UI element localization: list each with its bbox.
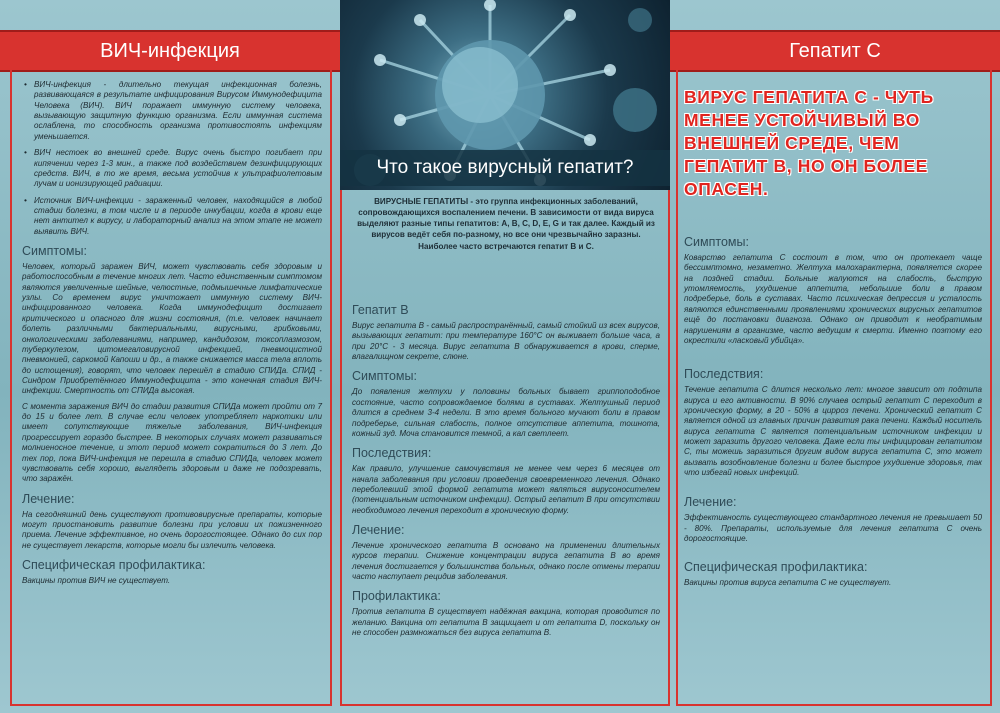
left-treatment-heading: Лечение: (22, 491, 75, 506)
hepb-text: Вирус гепатита В - самый распространённый, самый стойкий из всех вирусов, вызывающих гепатит: при температуре 160°С он выживает больше часа, а при 20°С - 3 месяца. Вирус гепатита В обнаруживается в крови, сперме, влагалищном секрете, слюне. (352, 321, 660, 362)
middle-intro: ВИРУСНЫЕ ГЕПАТИТЫ - это группа инфекционных заболеваний, сопровождающихся воспалением печени. В зависимости от вида вируса выделяют разные типы гепатитов: A, B, C, D, E, G и так далее. Каждый из вирусов ведёт себя по-разному, но все они чрезвычайно заразны. Наиболее часто встречаются гепатит В и С. (357, 197, 655, 251)
left-treatment-text: На сегодняшний день существуют противовирусные препараты, которые могут приостановить развитие болезни при условии их пожизненного приема. Лечение эффективное, но очень дорогостоящее. Однако до сих пор не существует лекарств, которые могли бы излечить человека. (22, 509, 322, 550)
left-prevention-heading: Специфическая профилактика: (22, 558, 206, 573)
middle-prevention-heading: Профилактика: (352, 589, 441, 604)
left-panel (22, 80, 322, 591)
middle-symptoms-text: До появления желтухи у половины больных бывает гриппоподобное состояние, часто сопровождаемое болями в суставах. Желтушный период длится в среднем 3-4 недели. В это время больного мучают боли в правом подреберье, сильная слабость, полное отсутствие аппетита, тошнота, кожный зуд. Моча становится темной, а кал светлеет. (352, 387, 660, 438)
right-consequences-heading: Последствия: (684, 367, 764, 382)
left-symptoms-heading: Симптомы: (22, 244, 87, 259)
middle-treatment-text: Лечение хронического гепатита В основано на применении длительных курсов терапии. Снижение концентрации вируса гепатита В во время лечения достигается у большинства больных, однако после отмены терапии часто наступает рецидив заболевания. (352, 541, 660, 582)
middle-consequences-text: Как правило, улучшение самочувствия не менее чем через 6 месяцев от начала заболевания при условии проведения своевременного лечения. Однако переболевший этой формой гепатита может являться вирусоносителем (потенциальным источником инфекции). Острый гепатит В при отсутствии необходимого лечения переходит в хроническую форму. (352, 464, 660, 515)
middle-prevention-text: Против гепатита В существует надёжная вакцина, которая проводится по желанию. Вакцина от гепатита В защищает и от гепатита D, поскольку он не способен размножаться без вируса гепатита В. (352, 607, 660, 638)
left-symptoms-text2: С момента заражения ВИЧ до стадии развития СПИДа может пройти от 7 до 15 и более лет. В случае если человек употребляет наркотики или имеет сопутствующие тяжелые заболевания, ВИЧ-инфекция прогрессирует гораздо быстрее. В некоторых случаях может развиваться молниеносное течение, и этот период может сократиться до 3 лет. До тех пор, пока ВИЧ-инфекция не перешла в стадию СПИДа, человек может чувствовать себя хорошо, выглядеть здоровым и даже не подозревать, что заражён. (22, 401, 322, 484)
right-prevention-text: Вакцины против вируса гепатита С не существует. (684, 577, 892, 587)
left-bullet: • Источник ВИЧ-инфекции - зараженный человек, находящийся в любой стадии болезни, в том числе и в периоде инкубации, когда в крови еще нет антител к вирусу, и лабораторный анализ на этом этапе не может выявить ВИЧ. (22, 196, 322, 237)
left-title: ВИЧ-инфекция (100, 40, 240, 62)
middle-symptoms-heading: Симптомы: (352, 369, 417, 384)
right-consequences-text: Течение гепатита С длится несколько лет: многое зависит от подтипа вируса и его активности. В 90% случаев острый гепатит С переходит в хроническую форму, в 20 - 50% в цирроз печени. Хронический гепатит С является одной из главных причин развития рака печени. Каждый носитель вируса гепатита С является потенциальным источником инфекции и может заразить другого человека. Даже если ты инфицирован гепатитом С, ты можешь заразиться другим видом вируса гепатита С, это может вызвать возобновление болезни и более быстрое ухудшение здоровья, так что избегай новых инфекций. (684, 385, 982, 478)
hepb-heading: Гепатит В (352, 303, 409, 317)
left-prevention-text: Вакцины против ВИЧ не существует. (22, 576, 171, 586)
left-symptoms-text: Человек, который заражен ВИЧ, может чувствовать себя здоровым и работоспособным в течение многих лет. Часто единственным симптомом являются увеличенные шейные, челюстные, подмышечные лимфатические узлы. Со временем вирус уничтожает иммунную систему ВИЧ-инфицированного человека. Когда иммунодефицит достигает критического и опасного для жизни состояния, (т.е. человек начинает болеть различными бактериальными, вирусными, грибковыми, онкологическими заболеваниями, например, кандидозом, токсоплазмозом, туберкулезом, цитомегаловирусной инфекцией, пневмоцистной пневмонией, саркомой Капоши и др., а также снижается масса тела вплоть до истощения), говорят, что человек перешёл в стадию СПИДа. СПИД - Синдром Приобретённого Иммунодефицита - это конечная стадия ВИЧ-инфекции. Смертность от СПИДа высокая. (22, 262, 322, 396)
middle-treatment-heading: Лечение: (352, 523, 405, 538)
right-symptoms-text: Коварство гепатита С состоит в том, что он протекает чаще бессимптомно, незаметно. Желтуха малохарактерна, появляется скорее на поздней стадии. Больные жалуются на слабость, быструю утомляемость, ухудшение аппетита, небольшие боли в правом подреберье, боль в суставах. Часто психическая депрессия и усталость являются единственными проявлениями хронических вирусных гепатитов ещё до постановки диагноза. Однако он приводит к необратимым нарушениям в организме, часто ведущим к смерти. Именно поэтому его окрестили «ласковый убийца». (684, 253, 982, 345)
right-treatment-text: Эффективность существующего стандартного лечения не превышает 50 - 80%. Препараты, используемые для лечения гепатита С очень дорогостоящие. (684, 513, 982, 544)
right-symptoms-heading: Симптомы: (684, 235, 749, 249)
right-title: Гепатит С (789, 40, 881, 62)
left-bullet: • ВИЧ нестоек во внешней среде. Вирус очень быстро погибает при кипячении через 1-3 мин., а также под воздействием дезинфицирующих средств. ВИЧ, в то же время, весьма устойчив к ультрафиолетовым лучам и ионизирующей радиации. (22, 148, 322, 189)
left-bullet: • ВИЧ-инфекция - длительно текущая инфекционная болезнь, развивающаяся в результате инфицирования Вирусом Иммунодефицита Человека (ВИЧ). ВИЧ поражает иммунную систему человека, вызывающую защитную функцию организма. Если иммунная система ослаблена, то способность организма противостоять инфекциям уменьшается. (22, 80, 322, 142)
right-prevention-heading: Специфическая профилактика: (684, 559, 868, 574)
right-treatment-heading: Лечение: (684, 495, 737, 510)
middle-title: Что такое вирусный гепатит? (376, 157, 634, 178)
middle-panel (352, 296, 660, 644)
right-headline: ВИРУС ГЕПАТИТА С - ЧУТЬ МЕНЕЕ УСТОЙЧИВЫЙ ВО ВНЕШНЕЙ СРЕДЕ, ЧЕМ ГЕПАТИТ В, НО ОН БОЛЕЕ ОПАСЕН. (684, 87, 934, 200)
middle-consequences-heading: Последствия: (352, 446, 432, 461)
right-panel (684, 228, 982, 593)
